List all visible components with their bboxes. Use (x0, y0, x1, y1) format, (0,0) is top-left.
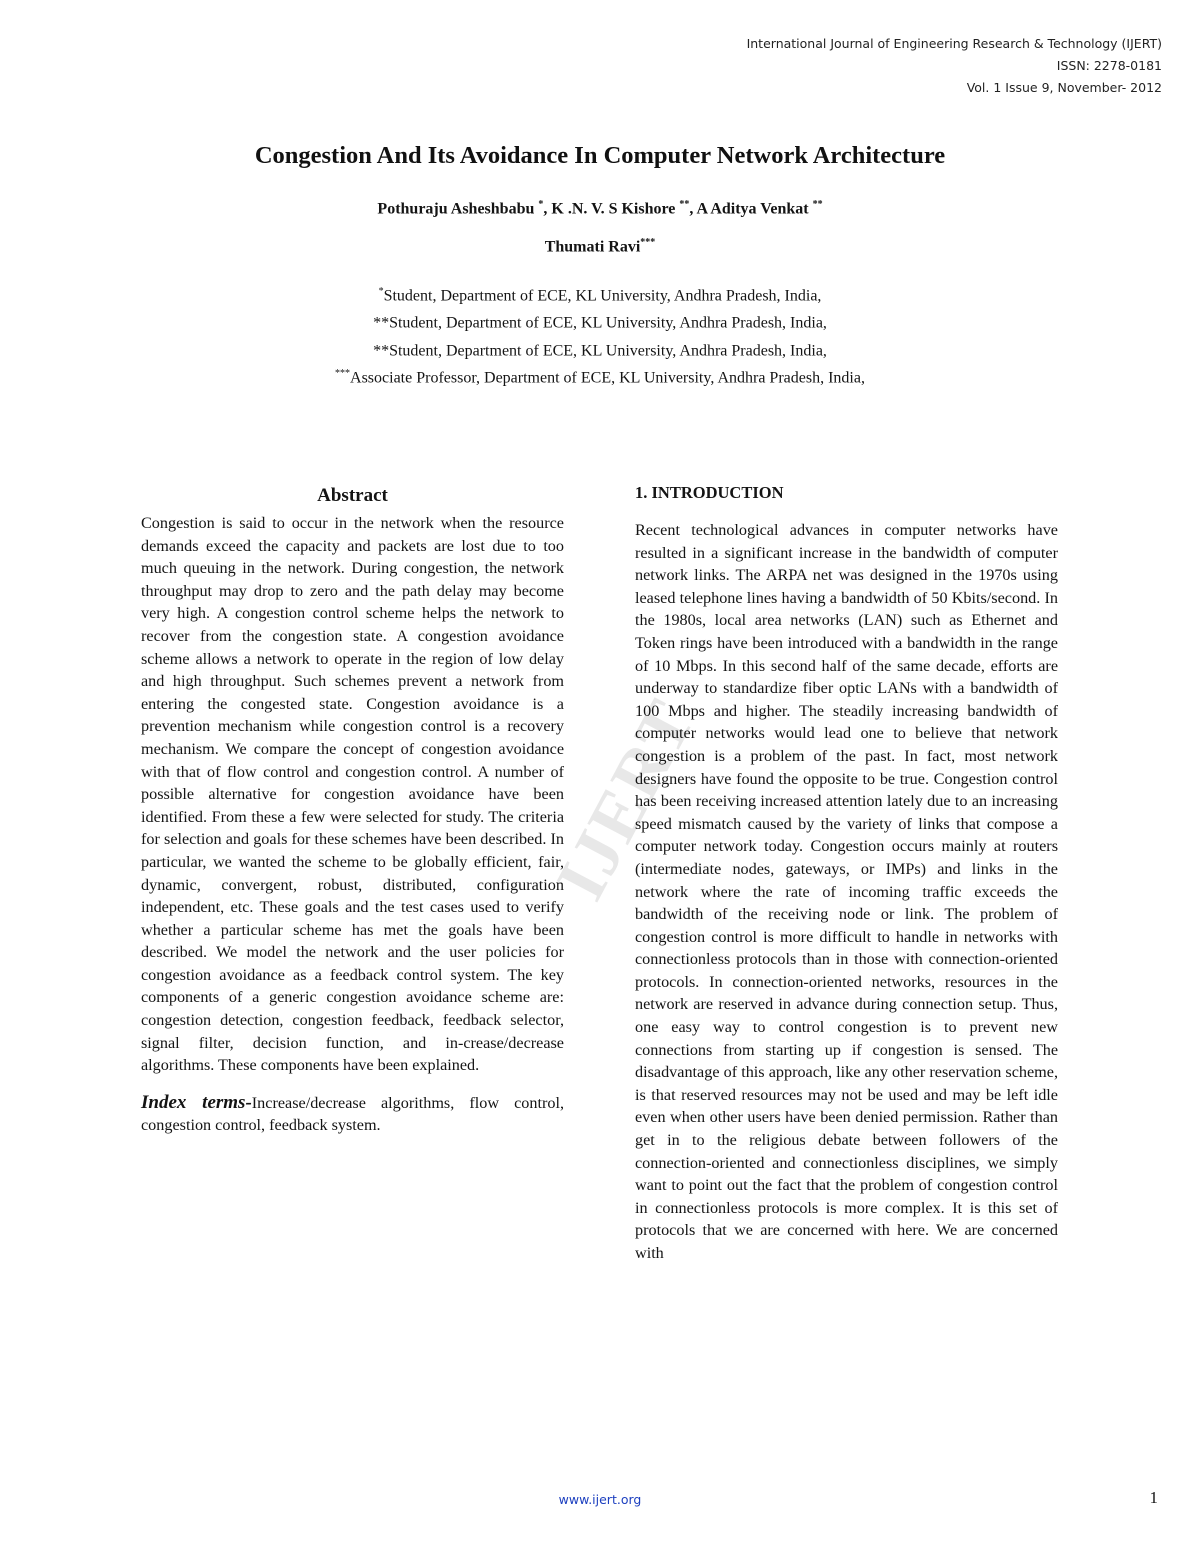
affiliation-text: Student, Department of ECE, KL University, Andhra Pradesh, India, (383, 287, 822, 305)
affiliation-text: **Student, Department of ECE, KL University, Andhra Pradesh, India, (373, 341, 827, 359)
author-separator: , (689, 200, 697, 218)
affiliation-line (0, 307, 1200, 334)
author-mark: ** (679, 199, 690, 210)
author-mark: *** (640, 237, 656, 249)
watermark: IJERT (542, 687, 711, 913)
journal-header (562, 33, 1162, 99)
author-mark: ** (812, 199, 823, 210)
affiliation-mark: * (378, 286, 384, 297)
author-name: Pothuraju Asheshbabu (377, 200, 535, 218)
author-line-1 (0, 188, 1200, 226)
author-mark: * (538, 199, 544, 210)
index-terms (141, 1092, 564, 1137)
abstract-heading: Abstract (317, 485, 388, 506)
author-line-2 (0, 226, 1200, 264)
index-terms-text: Increase/decrease algorithms, flow control, congestion control, feedback system. (141, 1093, 564, 1135)
index-terms-label: Index terms- (141, 1091, 252, 1113)
affiliation-text: Associate Professor, Department of ECE, KL University, Andhra Pradesh, India, (350, 369, 865, 387)
affiliation-list (0, 280, 1200, 389)
journal-volume: Vol. 1 Issue 9, November- 2012 (966, 80, 1162, 95)
author-name: A Aditya Venkat (696, 200, 809, 218)
author-name: K .N. V. S Kishore (551, 200, 676, 218)
affiliation-line (0, 280, 1200, 307)
author-separator: , (543, 200, 552, 218)
page-number: 1 (1149, 1488, 1158, 1507)
affiliation-line (0, 362, 1200, 389)
journal-name: International Journal of Engineering Research & Technology (IJERT) (746, 36, 1162, 51)
affiliation-line (0, 335, 1200, 362)
abstract-text: Congestion is said to occur in the network when the resource demands exceed the capacity and packets are lost due to too much queuing in the network. During congestion, the network throughput may drop to zero and the path delay may become very high. A congestion control scheme helps the network to recover from the congestion state. A congestion avoidance scheme allows a network to operate in the region of low delay and high throughput. Such schemes prevent a network from entering the congested state. Congestion avoidance is a prevention mechanism while congestion control is a recovery mechanism. We compare the concept of congestion avoidance with that of flow control and congestion control. A number of possible alternative for congestion avoidance have been identified. From these a few were selected for study. The criteria for selection and goals for these schemes have been described. In particular, we wanted the scheme to be globally efficient, fair, dynamic, convergent, robust, distributed, configuration independent, etc. These goals and the test cases used to verify whether a particular scheme has met the goals have been described. We model the network and the user policies for congestion avoidance as a feedback control system. The key components of a generic congestion avoidance scheme are: congestion detection, congestion feedback, feedback selector, signal filter, decision function, and in-crease/decrease algorithms. These components have been explained. (141, 514, 564, 1075)
introduction-text: Recent technological advances in computer networks have resulted in a significant increase in the bandwidth of computer network links. The ARPA net was designed in the 1970s using leased telephone lines having a bandwidth of 50 Kbits/second. In the 1980s, local area networks (LAN) such as Ethernet and Token rings have been introduced with a bandwidth in the range of 10 Mbps. In this second half of the same decade, efforts are underway to standardize fiber optic LANs with a bandwidth of 100 Mbps and higher. The steadily increasing bandwidth of computer networks would lead one to believe that network congestion is a problem of the past. In fact, most network designers have found the opposite to be true. Congestion control has been receiving increased attention lately due to an increasing speed mismatch caused by the variety of links that compose a computer network today. Congestion occurs mainly at routers (intermediate nodes, gateways, or IMPs) and links in the network where the rate of incoming traffic exceeds the bandwidth of the receiving node or link. The problem of congestion control is more difficult to handle in networks with connectionless protocols than in those with connection-oriented protocols. In connection-oriented networks, resources in the network are reserved in advance during connection setup. Thus, one easy way to control congestion is to prevent new connections from starting up if congestion is sensed. The disadvantage of this approach, like any other reservation scheme, is that reserved resources may not be used and may be left idle even when other users have been denied permission. Rather than get in to the religious debate between followers of the connection-oriented and connectionless disciplines, we simply want to point out the fact that the problem of congestion control in connectionless protocols is more complex. It is this set of protocols that we are concerned with here. We are concerned with (635, 521, 1058, 1262)
abstract-column (141, 480, 564, 1137)
affiliation-mark: *** (335, 367, 351, 379)
author-list (0, 188, 1200, 265)
journal-issn: ISSN: 2278-0181 (1056, 58, 1162, 73)
introduction-column (635, 480, 1058, 1265)
author-name: Thumati Ravi (544, 238, 641, 256)
footer-url[interactable]: www.ijert.org (558, 1492, 642, 1507)
affiliation-text: **Student, Department of ECE, KL University, Andhra Pradesh, India, (373, 314, 827, 332)
paper-title: Congestion And Its Avoidance In Computer Network Architecture (254, 142, 946, 169)
introduction-heading: 1. INTRODUCTION (635, 483, 784, 502)
